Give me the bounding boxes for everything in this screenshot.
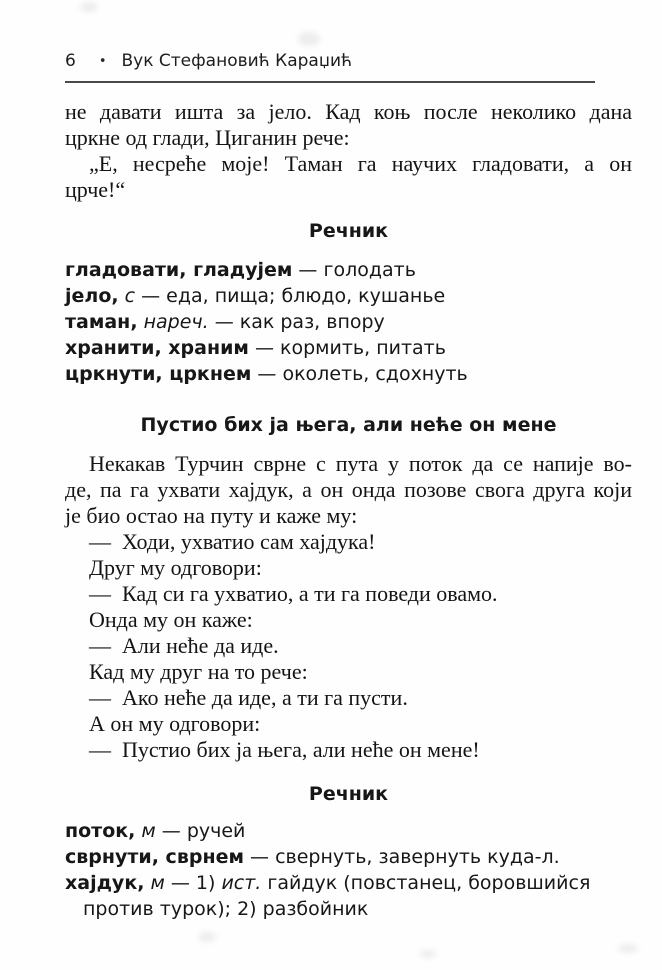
scan-artifact	[198, 932, 216, 942]
glossary-headword: гладовати, гладујем	[65, 259, 293, 281]
scan-artifact	[618, 944, 638, 953]
glossary-entry	[65, 283, 632, 309]
glossary-translation: — кормить, питать	[248, 337, 446, 359]
text-line: Друг му одговори:	[89, 555, 262, 580]
text-line: — Ходи, ухватио сам хајдука!	[89, 529, 376, 554]
glossary-entry	[65, 818, 632, 844]
glossary-translation: гайдук (повстанец, боровшийся против турок); 2) разбойник	[83, 872, 591, 920]
glossary-entry	[65, 309, 632, 335]
glossary-headword: сврнути, сврнем	[65, 846, 244, 868]
text-line: — Ако неће да иде, а ти га пусти.	[89, 685, 408, 710]
header-separator-dot: •	[98, 54, 107, 69]
glossary-label: с	[118, 285, 136, 307]
scan-artifact	[80, 2, 98, 12]
scan-artifact	[298, 32, 320, 46]
page-number: 6	[65, 51, 76, 71]
glossary-label: нареч.	[137, 311, 209, 333]
text-line: је био остао на путу и каже му:	[65, 503, 358, 528]
glossary-headword: цркнути, цркнем	[65, 363, 252, 385]
glossary-translation: — еда, пища; блюдо, кушанье	[135, 285, 446, 307]
text-line: Некакав Турчин сврне с пута у поток да се напије во-	[89, 451, 632, 476]
text-line: Онда му он каже:	[89, 607, 253, 632]
text-line: — Кад си га ухватио, а ти га поведи овамо.	[89, 581, 498, 606]
glossary-translation: — ручей	[155, 820, 246, 842]
text-line: — Али неће да иде.	[89, 633, 279, 658]
text-line: не давати ишта за јело. Кад коњ после неколико дана	[65, 99, 632, 124]
running-title: Вук Стефановић Караџић	[121, 51, 353, 71]
text-line: цркне од глади, Циганин рече:	[65, 125, 350, 150]
text-line: „Е, несреће моје! Таман га научих гладовати, а он	[89, 151, 632, 176]
text-line: — Пустио бих ја њега, али неће он мене!	[89, 737, 480, 762]
text-line: А он му одговори:	[89, 711, 261, 736]
glossary-1	[65, 257, 632, 387]
glossary-translation: — 1)	[164, 872, 222, 894]
glossary-headword: јело,	[65, 285, 119, 307]
glossary-heading-1: Речник	[308, 220, 389, 242]
glossary-entry	[65, 335, 632, 361]
scan-artifact	[420, 950, 436, 958]
text-line: Кад му друг на то рече:	[89, 659, 308, 684]
glossary-translation: — околеть, сдохнуть	[251, 363, 468, 385]
text-line: црче!“	[65, 177, 126, 202]
glossary-translation: — голодать	[292, 259, 416, 281]
glossary-translation: — как раз, впору	[208, 311, 385, 333]
glossary-label: м	[144, 872, 165, 894]
glossary-headword: таман,	[65, 311, 138, 333]
glossary-headword: поток,	[65, 820, 136, 842]
glossary-entry	[65, 870, 632, 922]
glossary-headword: хранити, храним	[65, 337, 249, 359]
text-line: де, па га ухвати хајдук, а он онда позове свога друга који	[65, 477, 632, 502]
glossary-heading-2: Речник	[308, 783, 389, 805]
glossary-label: ист.	[221, 872, 262, 894]
story-2	[65, 451, 632, 763]
story-continuation	[65, 99, 632, 203]
glossary-translation: — свернуть, завернуть куда-л.	[244, 846, 560, 868]
glossary-entry	[65, 361, 632, 387]
header-rule	[65, 81, 595, 83]
glossary-label: м	[135, 820, 156, 842]
glossary-entry	[65, 257, 632, 283]
glossary-headword: хајдук,	[65, 872, 145, 894]
glossary-entry	[65, 844, 632, 870]
page-header	[65, 50, 630, 73]
story-title: Пустио бих ја њега, али неће он мене	[140, 414, 557, 436]
glossary-2	[65, 818, 632, 922]
